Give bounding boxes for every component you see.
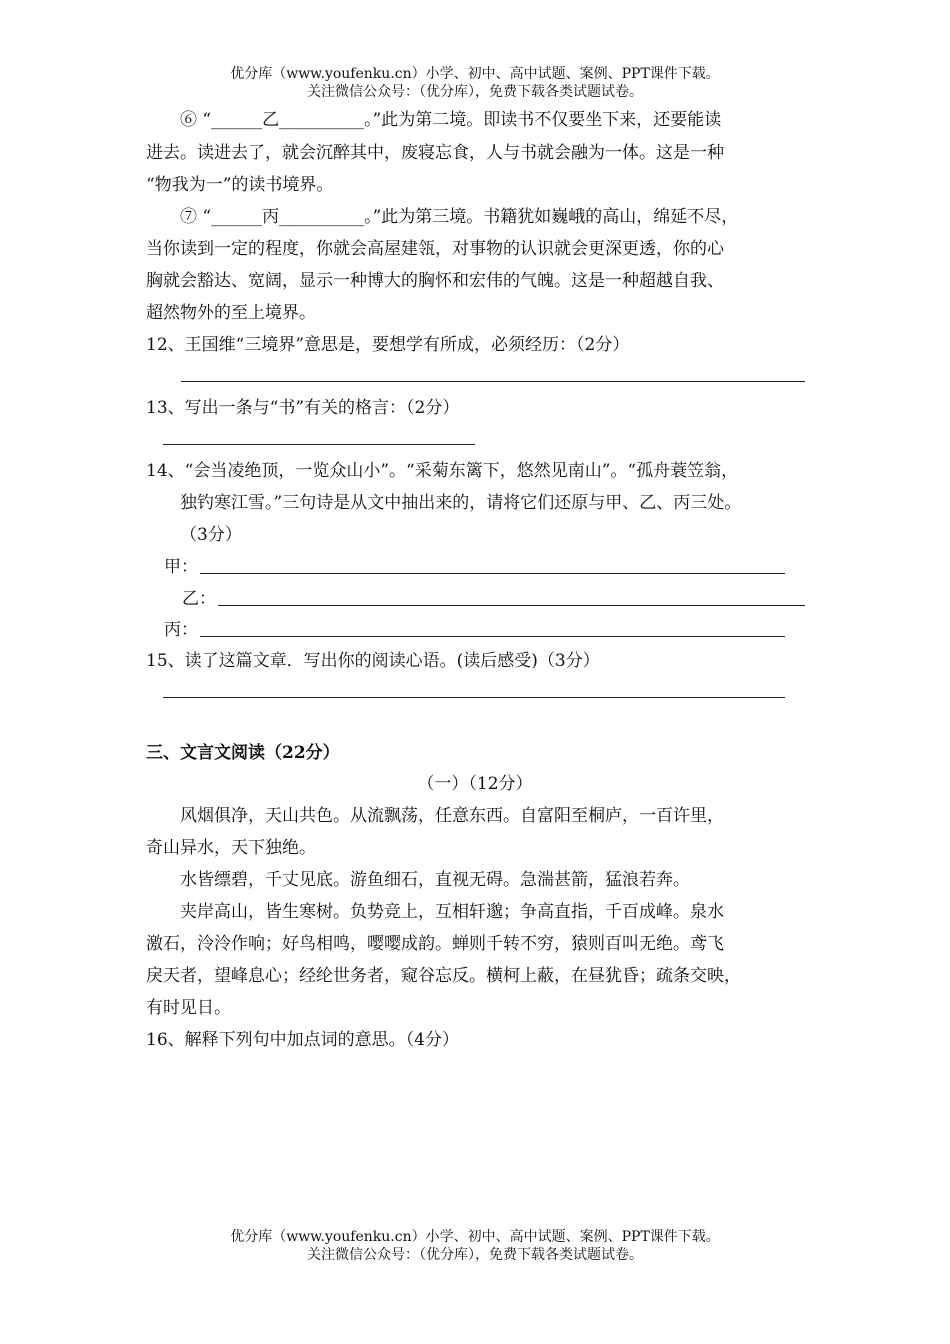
answer-line-q12[interactable]: [181, 381, 805, 382]
label-jia: 甲：: [164, 557, 198, 577]
question-14-line1: 14、“会当凌绝顶，一览众山小”。“采菊东篱下，悠然见南山”。“孤舟蓑笠翁，: [146, 461, 739, 481]
classical-text-line2: 奇山异水，天下独绝。: [146, 838, 316, 858]
page-footer-line2: 关注微信公众号：（优分库），免费下载各类试题试卷。: [307, 1247, 643, 1263]
classical-text-line6: 戾天者，望峰息心；经纶世务者，窥谷忘反。横柯上蔽，在昼犹昏；疏条交映，: [146, 966, 741, 986]
answer-line-q13[interactable]: [163, 444, 475, 445]
section-3-subtitle: （一）（12分）: [417, 774, 533, 794]
classical-text-line1: 风烟俱净，天山共色。从流飘荡，任意东西。自富阳至桐庐，一百许里，: [180, 806, 724, 826]
classical-text-line3: 水皆缥碧，千丈见底。游鱼细石，直视无碍。急湍甚箭，猛浪若奔。: [180, 870, 690, 890]
question-13: 13、写出一条与“书”有关的格言：（2分）: [146, 398, 460, 418]
answer-line-jia[interactable]: [200, 573, 785, 574]
question-15: 15、读了这篇文章．写出你的阅读心语。(读后感受)（3分）: [146, 651, 600, 671]
passage-p6-line1: ⑥ “______乙__________。”此为第二境。即读书不仅要坐下来，还要能读: [180, 110, 722, 130]
question-14-line2: 独钓寒江雪。”三句诗是从文中抽出来的，请将它们还原与甲、乙、丙三处。: [180, 493, 742, 513]
classical-text-line7: 有时见日。: [146, 998, 231, 1018]
passage-p7-line3: 胸就会豁达、宽阔，显示一种博大的胸怀和宏伟的气魄。这是一种超越自我、: [146, 271, 724, 291]
page-header-line1: 优分库（www.youfenku.cn）小学、初中、高中试题、案例、PPT课件下载。: [230, 66, 720, 82]
page-header-line2: 关注微信公众号：（优分库），免费下载各类试题试卷。: [307, 84, 643, 100]
question-12: 12、王国维“三境界”意思是，要想学有所成，必须经历：（2分）: [146, 335, 630, 355]
classical-text-line4: 夹岸高山，皆生寒树。负势竞上，互相轩邈；争高直指，千百成峰。泉水: [180, 902, 724, 922]
passage-p7-line2: 当你读到一定的程度，你就会高屋建瓴，对事物的认识就会更深更透，你的心: [146, 239, 724, 259]
passage-p7-line4: 超然物外的至上境界。: [146, 303, 316, 323]
page-footer-line1: 优分库（www.youfenku.cn）小学、初中、高中试题、案例、PPT课件下载。: [230, 1229, 720, 1245]
answer-line-bing[interactable]: [200, 636, 785, 637]
classical-text-line5: 激石，泠泠作响；好鸟相鸣，嘤嘤成韵。蝉则千转不穷，猿则百叫无绝。鸢飞: [146, 934, 724, 954]
passage-p6-line2: 进去。读进去了，就会沉醉其中，废寝忘食，人与书就会融为一体。这是一种: [146, 143, 724, 163]
label-bing: 丙：: [164, 620, 198, 640]
answer-line-q15[interactable]: [163, 697, 785, 698]
section-3-title: 三、文言文阅读（22分）: [146, 743, 340, 763]
question-16: 16、解释下列句中加点词的意思。（4分）: [146, 1030, 459, 1050]
question-14-line3: （3分）: [180, 525, 242, 545]
passage-p7-line1: ⑦ “______丙__________。”此为第三境。书籍犹如巍峨的高山，绵延不尽，: [180, 207, 739, 227]
passage-p6-line3: “物我为一”的读书境界。: [146, 175, 334, 195]
answer-line-yi[interactable]: [218, 605, 805, 606]
label-yi: 乙：: [182, 589, 216, 609]
